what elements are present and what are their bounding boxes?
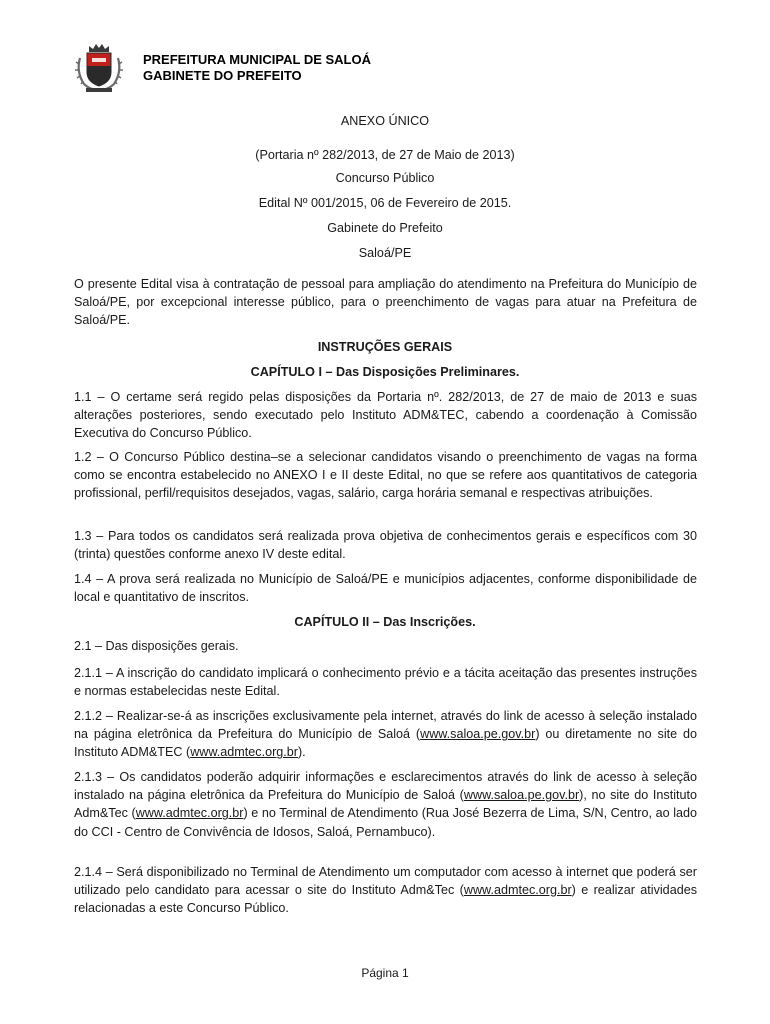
clause-2-1: 2.1 – Das disposições gerais. [74, 639, 239, 653]
clause-1-3: 1.3 – Para todos os candidatos será realizada prova objetiva de conhecimentos gerais e específicos com 30 (trinta) questões conforme anexo IV deste edital. [74, 529, 697, 562]
clause-1-4: 1.4 – A prova será realizada no Município de Saloá/PE e municípios adjacentes, conforme disponibilidade de local e quantitativo de inscritos. [74, 572, 697, 605]
portaria-line: (Portaria nº 282/2013, de 27 de Maio de 2013) [255, 148, 515, 162]
clause-2-1-2-text-c: ). [297, 745, 306, 760]
clause-2-1-4-text-b: ) e realizar atividades relacionadas a este Concurso Público. [74, 883, 697, 916]
local-line: Saloá/PE [358, 246, 412, 260]
admtec-website-link[interactable]: www.admtec.org.br [190, 745, 298, 760]
header-office: GABINETE DO PREFEITO [143, 68, 302, 83]
clause-2-1-3-text-c: ) e no Terminal de Atendimento (Rua José Bezerra de Lima, S/N, Centro, ao lado do CCI - Centro de Convivência de Idosos, Saloá, Pernambuco). [74, 806, 698, 839]
clause-2-1-2-text-b: ) ou diretamente no site do Instituto ADM&TEC ( [74, 727, 697, 760]
intro-paragraph: O presente Edital visa à contratação de pessoal para ampliação do atendimento na Prefeitura do Município de Saloá/PE, por excepcional interesse público, para o preenchimento de vagas para atuar na Prefeitura de Saloá/PE. [74, 277, 697, 328]
clause-2-1-2-text-a: 2.1.2 – Realizar-se-á as inscrições exclusivamente pela internet, através do link de acesso à seleção instalado na página eletrônica da Prefeitura do Município de Saloá ( [74, 709, 697, 742]
clause-2-1-3-text-b: ), no site do Instituto Adm&Tec ( [74, 788, 698, 821]
chapter-1-heading: CAPÍTULO I – Das Disposições Preliminares. [250, 365, 520, 379]
clause-2-1-1: 2.1.1 – A inscrição do candidato implicará o conhecimento prévio e a tácita aceitação das presentes instruções e normas estabelecidas neste Edital. [74, 666, 697, 699]
gabinete-line: Gabinete do Prefeito [327, 221, 443, 235]
page-number: Página 1 [361, 966, 409, 980]
clause-1-1: 1.1 – O certame será regido pelas disposições da Portaria nº. 282/2013, de 27 de maio de 2013 e suas alterações posteriores, sendo executado pelo Instituto ADM&TEC, cabendo a coordenação à Comissão Executiva do Concurso Público. [74, 390, 697, 441]
clause-2-1-4-text-a: 2.1.4 – Será disponibilizado no Terminal de Atendimento um computador com acesso à internet que poderá ser utilizado pelo candidato para acessar o site do Instituto Adm&Tec ( [74, 865, 697, 898]
saloa-website-link[interactable]: www.saloa.pe.gov.br [420, 727, 536, 742]
clause-2-1-3-text-a: 2.1.3 – Os candidatos poderão adquirir informações e esclarecimentos através do link de acesso à seleção instalado na página eletrônica da Prefeitura do Município de Saloá ( [74, 770, 697, 803]
instrucoes-heading: INSTRUÇÕES GERAIS [317, 340, 453, 354]
saloa-website-link[interactable]: www.saloa.pe.gov.br [463, 788, 580, 803]
document-header [143, 52, 371, 84]
concurso-line: Concurso Público [335, 171, 435, 185]
edital-line: Edital Nº 001/2015, 06 de Fevereiro de 2015. [258, 196, 512, 210]
clause-2-1-4 [74, 863, 697, 918]
clause-2-1-3 [74, 768, 697, 841]
municipal-crest-icon [74, 42, 124, 94]
admtec-website-link[interactable]: www.admtec.org.br [463, 883, 572, 898]
annex-title: ANEXO ÚNICO [340, 114, 430, 128]
clause-1-2: 1.2 – O Concurso Público destina–se a selecionar candidatos visando o preenchimento de vagas na forma como se encontra estabelecido no ANEXO I e II deste Edital, no que se refere aos quantitativos de categoria profissional, perfil/requisitos desejados, vagas, salário, carga horária semanal e respectivas atribuições. [74, 450, 697, 501]
header-municipality: PREFEITURA MUNICIPAL DE SALOÁ [143, 52, 371, 67]
chapter-2-heading: CAPÍTULO II – Das Inscrições. [294, 615, 476, 629]
admtec-website-link[interactable]: www.admtec.org.br [135, 806, 244, 821]
clause-2-1-2 [74, 707, 697, 762]
